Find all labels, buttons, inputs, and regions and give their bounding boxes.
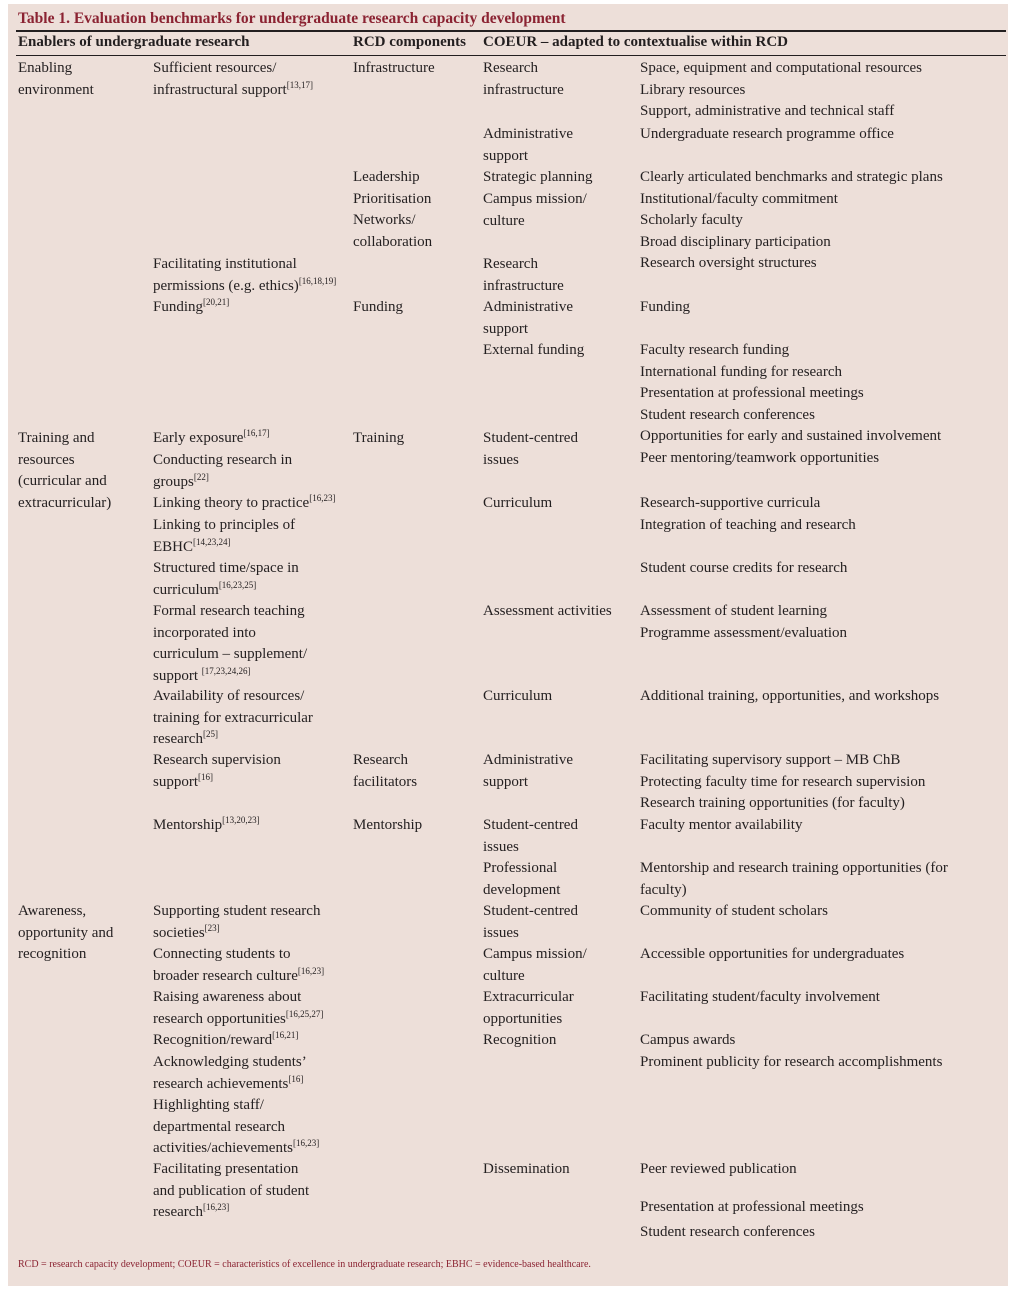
cell-line: research opportunities[16,25,27] [153,1008,324,1027]
cell-line: Training and [18,430,95,446]
table-cell-col4 [483,750,573,793]
table-cell-col2 [153,987,323,1030]
cell-line: Research-supportive curricula [640,495,821,511]
cell-line: (curricular and [18,473,107,489]
citation-ref: [23] [204,922,220,933]
table-cell-col4 [483,254,564,297]
table-cell-col4 [483,1159,570,1181]
cell-line: Facilitating supervisory support – MB ChB [640,752,901,768]
cell-line: Broad disciplinary participation [640,233,831,250]
cell-line: Facilitating institutional [153,256,297,272]
cell-line: Conducting research in [153,452,293,468]
cell-line: recognition [18,946,87,962]
table-cell-col2 [153,428,270,450]
cell-line: Acknowledging students’ [153,1054,307,1070]
cell-line: Awareness, [18,903,87,919]
cell-line: faculty) [640,881,687,898]
cell-line: Linking to principles of [153,517,296,533]
cell-line: Community of student scholars [640,903,828,919]
cell-line: Student research conferences [640,406,815,423]
cell-line: Curriculum [483,495,553,511]
citation-ref: [16,23] [202,1202,230,1212]
table-cell-col2 [153,297,229,319]
cell-line: Support, administrative and technical staff [640,103,895,119]
table-title: Table 1. Evaluation benchmarks for undergraduate research capacity development [18,10,566,27]
citation-ref: [16,23,25] [218,579,257,590]
cell-line: Student research conferences [640,1224,815,1240]
cell-line: Professional [483,860,558,876]
table-cell-col4 [483,1030,556,1052]
cell-line: resources [18,451,75,468]
table-cell-col5 [640,493,856,536]
citation-ref: [16,25,27] [285,1008,324,1019]
cell-line: Protecting faculty time for research supervision [640,773,926,790]
table-cell-col5 [640,858,948,923]
table-cell-col5 [640,1159,797,1181]
cell-line: research[25] [153,729,218,747]
table-cell-col3 [353,167,432,253]
table-cell-col5 [640,297,690,319]
cell-line: Peer reviewed publication [640,1161,797,1177]
cell-line: Recognition/reward[16,21] [153,1030,299,1048]
table-cell-col5 [640,1195,864,1245]
cell-line: Availability of resources/ [153,688,305,704]
cell-line: curriculum – supplement/ [153,646,308,662]
cell-line: Prioritisation [353,190,432,207]
table-cell-col1 [18,58,94,101]
citation-ref: [14,23,24] [193,536,231,547]
cell-line: and publication of student [153,1182,310,1199]
cell-line: Training [353,430,405,446]
table-cell-col4 [483,901,578,944]
table-cell-col5 [640,340,941,469]
cell-line: Research [353,752,408,768]
cell-line: Administrative [483,299,573,315]
cell-line: incorporated into [153,624,256,641]
table-cell-col3 [353,815,422,837]
citation-ref: [13,17] [286,79,313,90]
cell-line: Highlighting staff/ [153,1097,264,1113]
cell-line: Structured time/space in [153,560,299,576]
cell-line: Curriculum [483,688,553,704]
cell-line: Mentorship [353,817,423,833]
citation-ref: [16,18,19] [298,275,337,286]
table-cell-col4 [483,428,578,471]
table-cell-col1 [18,428,111,514]
cell-line: Research [483,256,538,272]
citation-ref: [22] [193,471,209,482]
table-cell-col5 [640,58,922,123]
table-cell-col1 [18,901,113,966]
cell-line: Programme assessment/evaluation [640,624,848,641]
table-cell-col4 [483,815,578,858]
cell-line: Mentorship[13,20,23] [153,815,260,833]
cell-line: Formal research teaching [153,603,305,619]
citation-ref: [16] [288,1073,304,1084]
citation-ref: [16,21] [272,1030,299,1040]
header-rule [16,55,1006,56]
cell-line: Strategic planning [483,169,593,185]
cell-line: Extracurricular [483,989,574,1005]
cell-line: EBHC[14,23,24] [153,536,231,555]
table-cell-col4 [483,189,587,232]
cell-line: Faculty research funding [640,342,790,358]
cell-line: permissions (e.g. ethics)[16,18,19] [153,275,337,294]
cell-line: Sufficient resources/ [153,60,277,76]
cell-line: Student course credits for research [640,560,848,576]
cell-line: Space, equipment and computational resources [640,60,922,76]
cell-line: support [483,773,528,790]
cell-line: Accessible opportunities for undergraduates [640,946,905,962]
table-cell-col4 [483,58,564,101]
cell-line: Research oversight structures [640,255,817,271]
citation-ref: [16,23] [297,965,325,976]
cell-line: opportunity and [18,924,114,941]
cell-line: Funding [353,299,404,315]
cell-line: development [483,881,561,898]
citation-ref: [13,20,23] [222,815,260,825]
table-cell-col4 [483,944,587,987]
cell-line: Enabling [18,60,73,76]
cell-line: culture [483,967,525,984]
table-cell-col3 [353,297,403,319]
cell-line: Campus mission/ [483,191,587,207]
table-cell-col2 [153,58,313,101]
table-cell-col2 [153,944,324,987]
cell-line: Dissemination [483,1161,570,1177]
cell-line: societies[23] [153,922,220,941]
cell-line: Administrative [483,126,573,142]
cell-line: opportunities [483,1010,563,1027]
cell-line: issues [483,924,519,941]
table-cell-col5 [640,987,880,1009]
cell-line: culture [483,212,525,229]
cell-line: Assessment activities [483,603,612,619]
cell-line: Opportunities for early and sustained involvement [640,428,942,444]
table-cell-col4 [483,297,573,340]
table-cell-col2 [153,254,336,297]
cell-line: Peer mentoring/teamwork opportunities [640,449,880,466]
cell-line: infrastructure [483,81,564,98]
cell-line: Facilitating student/faculty involvement [640,989,880,1005]
cell-line: issues [483,451,519,468]
table-cell-col3 [353,428,404,450]
cell-line: Supporting student research [153,903,321,919]
cell-line: support [483,320,528,337]
cell-line: Student-centred [483,817,578,833]
table-cell-col5 [640,558,847,580]
table-cell-col2 [153,750,281,793]
cell-line: Clearly articulated benchmarks and strategic plans [640,169,943,185]
cell-line: extracurricular) [18,494,112,511]
table-cell-col5 [640,750,925,836]
cell-line: Mentorship and research training opportunities (for [640,860,948,876]
cell-line: environment [18,81,94,98]
table-cell-col2 [153,450,292,493]
citation-ref: [20,21] [203,297,230,307]
table-cell-col5 [640,601,847,644]
cell-line: Linking theory to practice[16,23] [153,493,336,511]
cell-line: infrastructural support[13,17] [153,79,313,98]
citation-ref: [17,23,24,26] [201,665,251,676]
table-cell-col2 [153,515,295,558]
cell-line: Research supervision [153,752,281,768]
cell-line: departmental research [153,1118,286,1135]
table-cell-col5 [640,167,943,275]
cell-line: Student-centred [483,430,578,446]
cell-line: Integration of teaching and research [640,516,856,533]
citation-ref: [16] [198,771,213,782]
cell-line: Funding [640,299,691,315]
cell-line: Funding[20,21] [153,297,230,315]
cell-line: Connecting students to [153,946,291,962]
table-cell-col4 [483,987,574,1030]
cell-line: Faculty mentor availability [640,816,803,833]
table-cell-col5 [640,1030,942,1073]
table-cell-col4 [483,601,612,623]
cell-line: Library resources [640,81,746,98]
table-cell-col3 [353,58,435,80]
cell-line: Recognition [483,1032,557,1048]
cell-line: activities/achievements[16,23] [153,1138,320,1156]
citation-ref: [16,17] [243,428,270,438]
cell-line: Scholarly faculty [640,212,743,228]
header-enablers: Enablers of undergraduate research [18,34,250,50]
cell-line: groups[22] [153,471,209,490]
table-cell-col4 [483,858,560,901]
table-cell-col2 [153,1159,309,1224]
cell-line: Administrative [483,752,573,768]
cell-line: curriculum[16,23,25] [153,579,257,598]
cell-line: research[16,23] [153,1202,230,1220]
table-cell-col4 [483,340,584,362]
table-cell-col5 [640,124,894,146]
cell-line: External funding [483,342,585,358]
cell-line: research achievements[16] [153,1073,304,1092]
table-panel [8,4,1008,1286]
table-cell-col4 [483,167,593,189]
cell-line: Presentation at professional meetings [640,385,864,401]
cell-line: Student-centred [483,903,578,919]
cell-line: support [483,147,528,164]
cell-line: Campus mission/ [483,946,587,962]
cell-line: Additional training, opportunities, and workshops [640,688,940,704]
cell-line: collaboration [353,233,433,250]
cell-line: Undergraduate research programme office [640,126,894,142]
cell-line: International funding for research [640,363,842,380]
cell-line: support[16] [153,771,213,790]
table-cell-col2 [153,901,320,944]
cell-line: Prominent publicity for research accomplishments [640,1053,943,1070]
table-cell-col5 [640,944,904,966]
cell-line: support [17,23,24,26] [153,665,251,684]
table-cell-col3 [353,750,417,793]
citation-ref: [25] [202,729,218,739]
table-cell-col2 [153,493,335,515]
table-cell-col2 [153,601,307,687]
table-cell-col2 [153,815,260,837]
cell-line: broader research culture[16,23] [153,965,325,984]
table-cell-col5 [640,686,939,708]
cell-line: Assessment of student learning [640,603,828,619]
cell-line: Leadership [353,169,420,185]
top-rule [16,30,1006,32]
cell-line: Presentation at professional meetings [640,1199,864,1215]
citation-ref: [16,23] [309,493,336,503]
cell-line: training for extracurricular [153,709,313,726]
header-coeur: COEUR – adapted to contextualise within RCD [483,34,789,50]
cell-line: Research training opportunities (for faculty) [640,795,905,811]
cell-line: Research [483,60,538,76]
table-cell-col2 [153,1030,298,1052]
table-cell-col2 [153,686,313,751]
cell-line: Institutional/faculty commitment [640,190,838,207]
cell-line: Raising awareness about [153,989,302,1005]
cell-line: issues [483,838,519,855]
table-cell-col4 [483,124,573,167]
cell-line: facilitators [353,773,418,790]
cell-line: Networks/ [353,212,416,228]
cell-line: Early exposure[16,17] [153,428,270,446]
cell-line: infrastructure [483,277,564,294]
table-cell-col2 [153,1095,319,1160]
header-rcd-components: RCD components [353,34,466,50]
citation-ref: [16,23] [292,1138,320,1148]
table-footnote: RCD = research capacity development; COEUR = characteristics of excellence in undergraduate research; EBHC = evidence-based healthcare. [18,1259,591,1270]
table-cell-col4 [483,493,552,515]
cell-line: Campus awards [640,1032,736,1048]
table-cell-col2 [153,1052,307,1095]
cell-line: Infrastructure [353,60,435,76]
table-cell-col4 [483,686,552,708]
table-cell-col2 [153,558,299,601]
cell-line: Facilitating presentation [153,1161,299,1177]
